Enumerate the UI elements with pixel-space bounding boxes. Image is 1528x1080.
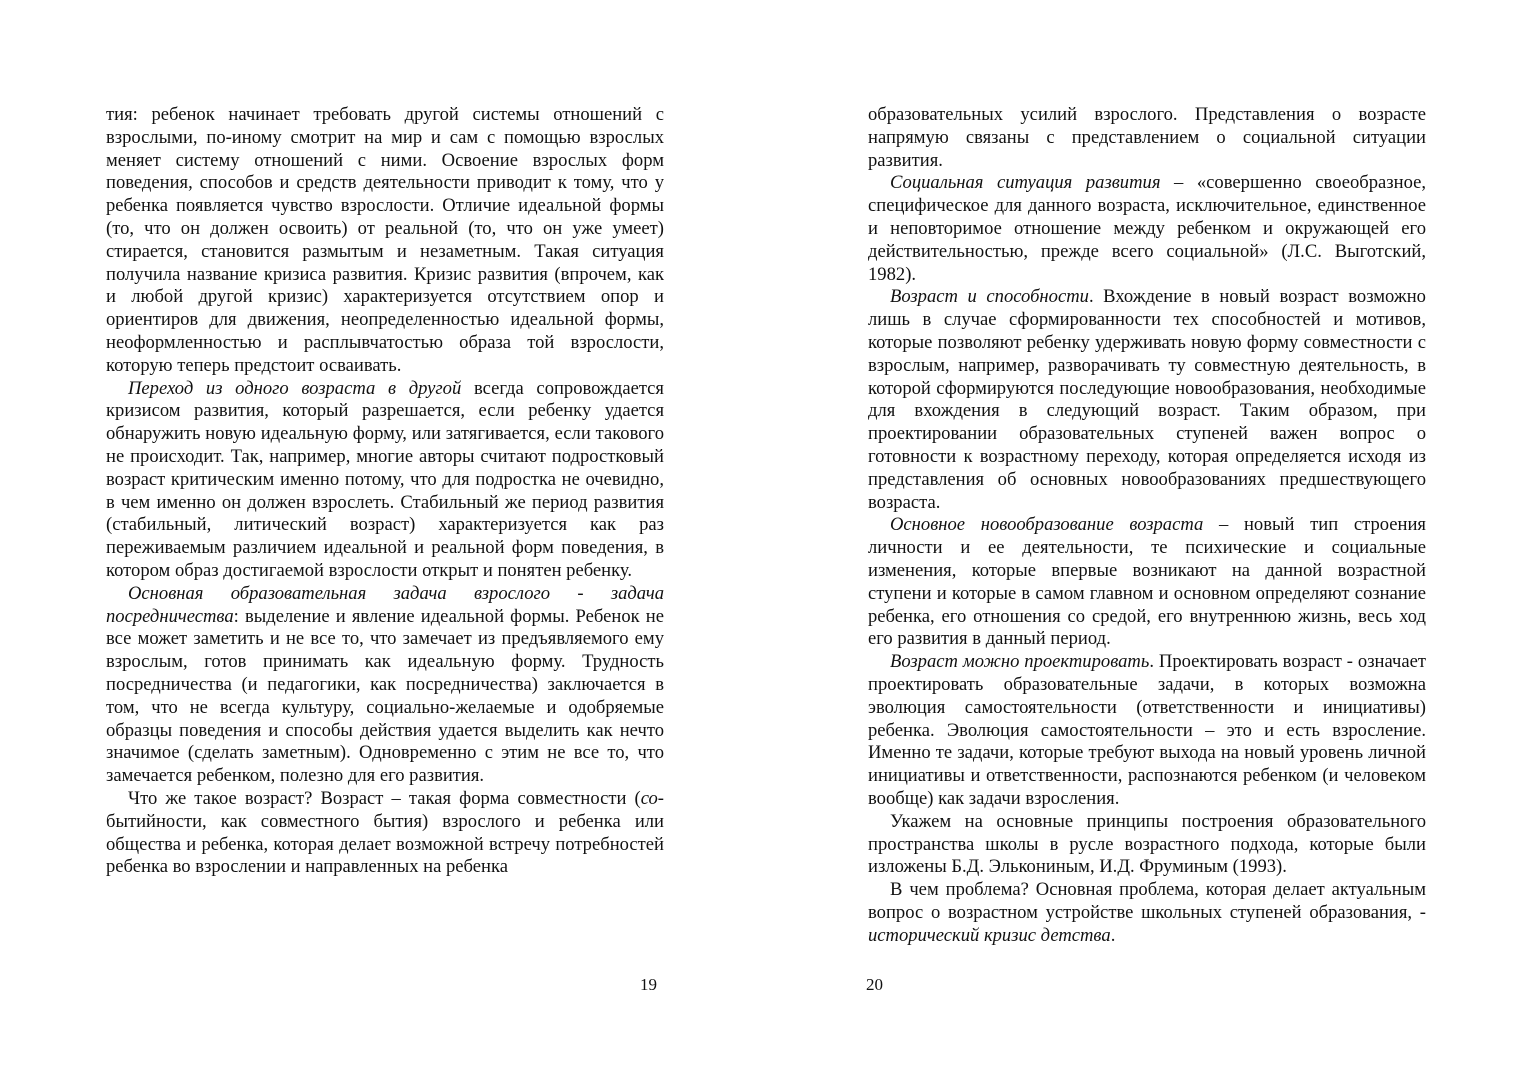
paragraph [868, 286, 1426, 514]
text-segment: : выделение и явление идеальной формы. Ребенок не все может заметить и не все то, что замечает из предъявляемого ему взрослым, готов принимать как идеальную форму. Трудность посредничества (и педагогики, как посредничества) заключается в том, что не всегда культуру, социально-желаемые и одобряемые образцы поведения и способы действия удается выделить как нечто значимое (сделать заметным). Одновременно с этим не все то, что замечается ребенком, полезно для его развития. [106, 605, 664, 787]
paragraph [106, 583, 664, 788]
text-segment: образовательных усилий взрослого. Представления о возрасте напрямую связаны с представлением о социальной ситуации развития. [868, 104, 1426, 171]
paragraph [106, 378, 664, 583]
italic-term: исторический кризис детства [868, 924, 1111, 946]
paragraph [868, 879, 1426, 947]
left-page-text [106, 104, 664, 879]
paragraph [106, 104, 664, 378]
text-segment: Укажем на основные принципы построения образовательного пространства школы в русле возрастного подхода, которые были изложены Б.Д. Элькониным, И.Д. Фруминым (1993). [868, 810, 1426, 878]
text-segment: . Проектировать возраст - означает проектировать образовательные задачи, в которых возможна эволюция самостоятельности (ответственности и инициативы) ребенка. Эволюция самостоятельности – это и есть взросление. Именно те задачи, которые требуют выхода на новый уровень личной инициативы и ответственности, распознаются ребенком (и человеком вообще) как задачи взросления. [868, 651, 1426, 809]
text-segment: . Вхождение в новый возраст возможно лишь в случае сформированности тех способностей и мотивов, которые позволяют ребенку удерживать новую форму совместности с взрослым, например, разворачивать ту совместную деятельность, в которой сформируются последующие новообразования, необходимые для вхождения в следующий возраст. Таким образом, при проектировании образовательных ступеней важен вопрос о готовности к возрастному переходу, которая определяется исходя из представления об основных новообразованиях предшествующего возраста. [868, 286, 1426, 513]
paragraph [868, 811, 1426, 879]
italic-term: Основная образовательная задача взрослого - задача посредничества [106, 582, 664, 627]
text-segment: -бытийности, как совместного бытия) взрослого и ребенка или общества и ребенка, которая делает возможной встречу потребностей ребенка во взрослении и направленных на ребенка [106, 787, 664, 878]
paragraph [868, 514, 1426, 651]
italic-term: Социальная ситуация развития [890, 172, 1161, 194]
text-segment: тия: ребенок начинает требовать другой системы отношений с взрослыми, по-иному смотрит на мир и сам с помощью взрослых меняет систему отношений с ними. Освоение взрослых форм поведения, способов и средств деятельности приводит к тому, что у ребенка появляется чувство взрослости. Отличие идеальной формы (то, что он должен освоить) от реальной (то, что он уже умеет) стирается, становится размытым и незаметным. Такая ситуация получила название кризиса развития. Кризис развития (впрочем, как и любой другой кризис) характеризуется отсутствием опор и ориентиров для движения, неопределенностью идеальной формы, неоформленностью и расплывчатостью образа той взрослости, которую теперь предстоит осваивать. [106, 104, 664, 376]
italic-term: Основное новообразование возраста [890, 514, 1204, 536]
italic-term: Переход из одного возраста в другой [128, 377, 462, 399]
text-segment: – новый тип строения личности и ее деятельности, те психические и социальные изменения, которые впервые возникают на данной возрастной ступени и которые в самом главном и основном определяют сознание ребенка, его отношения со средой, его внутреннюю жизнь, весь ход его развития в данный период. [868, 514, 1426, 650]
page-number-right: 20 [866, 975, 883, 994]
paragraph [868, 172, 1426, 286]
italic-term: Возраст можно проектировать [890, 651, 1150, 673]
text-segment: В чем проблема? Основная проблема, которая делает актуальным вопрос о возрастном устройстве школьных ступеней образования, - [868, 879, 1426, 923]
text-segment: – «совершенно своеобразное, специфическое для данного возраста, исключительное, единственное и неповторимое отношение между ребенком и окружающей его действительностью, прежде всего социальной» (Л.С. Выготский, 1982). [868, 172, 1426, 285]
paragraph [868, 651, 1426, 811]
paragraph [868, 104, 1426, 172]
text-segment: всегда сопровождается кризисом развития, который разрешается, если ребенку удается обнаружить новую идеальную форму, или затягивается, если такового не происходит. Так, например, многие авторы считают подростковый возраст критическим именно потому, что для подростка не очевидно, в чем именно он должен взрослеть. Стабильный же период развития (стабильный, литический возраст) характеризуется как раз переживаемым различием идеальной и реальной форм поведения, в котором образ достигаемой взрослости открыт и понятен ребенку. [106, 377, 664, 581]
text-segment: Что же такое возраст? Возраст – такая форма совместности ( [128, 787, 641, 809]
right-page-text [868, 104, 1426, 947]
italic-term: Возраст и способности [890, 286, 1089, 308]
italic-term: со [640, 787, 658, 809]
paragraph [106, 788, 664, 879]
page-number-left: 19 [640, 975, 657, 994]
text-segment: . [1110, 924, 1116, 946]
